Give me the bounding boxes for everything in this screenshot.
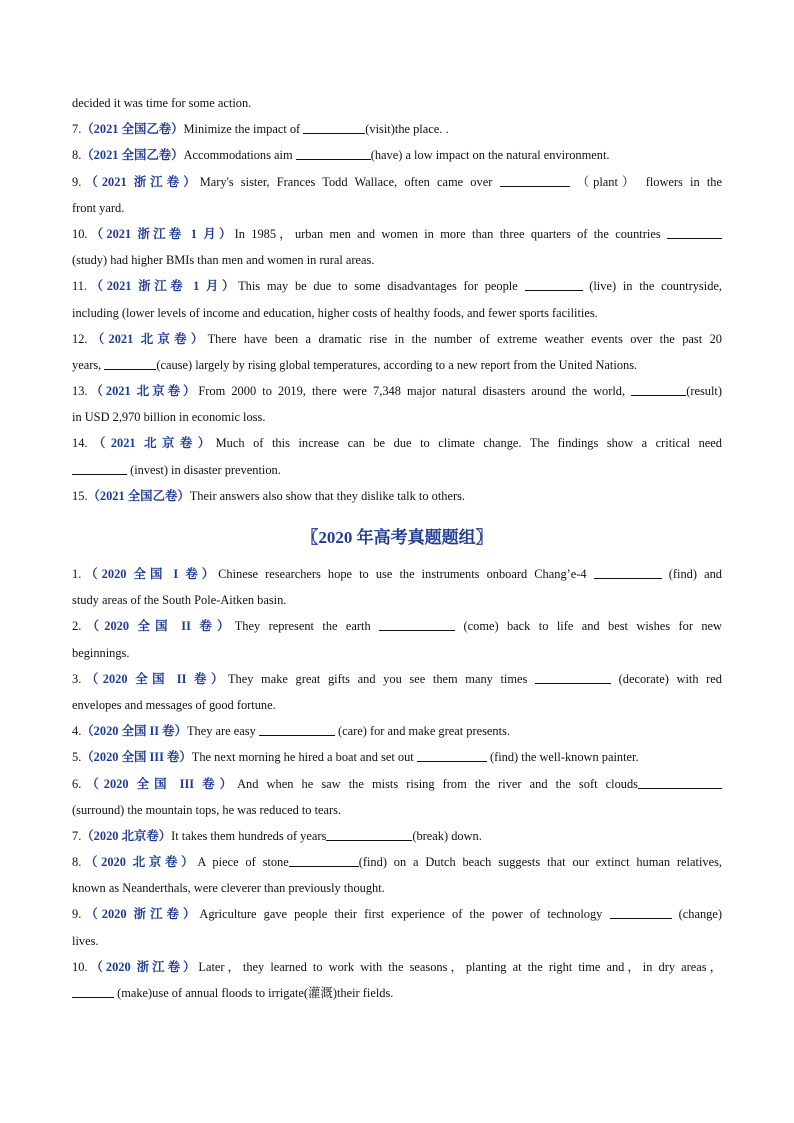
question-2020-10: 10.（2020 浙江卷）Later，they learned to work with the seasons，planting at the right time and，in dry areas， [72, 959, 722, 974]
document-page [72, 90, 722, 1006]
question-2021-12-cont: years, (cause) largely by rising global temperatures, according to a new report from the United Nations. [72, 357, 638, 372]
question-2020-9: 9.（2020 浙江卷）Agriculture gave people their first experience of the power of technology (change) [72, 907, 722, 922]
question-2020-6: 6.（2020 全国 III 卷）And when he saw the mists rising from the river and the soft clouds [72, 771, 722, 797]
answer-blank[interactable] [594, 566, 662, 579]
question-2021-9-cont: front yard. [72, 200, 125, 215]
answer-blank[interactable] [638, 776, 722, 789]
answer-blank[interactable] [259, 723, 335, 736]
question-2021-8: 8.（2021 全国乙卷）Accommodations aim (have) a low impact on the natural environment. [72, 148, 610, 163]
question-2021-11-cont: including (lower levels of income and education, higher costs of healthy foods, and fewer sports facilities. [72, 305, 598, 320]
answer-blank[interactable] [525, 278, 583, 291]
question-2021-10-cont: (study) had higher BMIs than men and women in rural areas. [72, 253, 375, 268]
question-2020-2-cont: beginnings. [72, 645, 130, 660]
question-2021-13-cont: in USD 2,970 billion in economic loss. [72, 410, 266, 425]
question-2020-7: 7.（2020 北京卷）It takes them hundreds of years (break) down. [72, 828, 482, 843]
question-2020-10-cont: (make)use of annual floods to irrigate(灌溉)their fields. [72, 980, 722, 1006]
answer-blank[interactable] [667, 226, 722, 239]
question-2021-11: 11.（2021 浙江卷 1 月）This may be due to some disadvantages for people (live) in the countryside, [72, 279, 722, 294]
q6-continuation: decided it was time for some action. [72, 96, 252, 110]
answer-blank[interactable] [417, 749, 487, 762]
question-2021-14: 14.（2021 北京卷）Much of this increase can be due to climate change. The findings show a critical need [72, 436, 722, 451]
answer-blank[interactable] [379, 618, 455, 631]
question-2020-3-cont: envelopes and messages of good fortune. [72, 697, 276, 712]
question-2020-8-cont: known as Neanderthals, were cleverer than previously thought. [72, 881, 385, 896]
question-2021-15: 15.（2021 全国乙卷）Their answers also show that they dislike talk to others. [72, 488, 466, 503]
question-2020-1-cont: study areas of the South Pole-Aitken basin. [72, 593, 287, 608]
question-2020-1: 1.（2020 全国 I 卷）Chinese researchers hope to use the instruments onboard Chang’e-4 (find) and [72, 567, 722, 581]
answer-blank[interactable] [296, 147, 371, 160]
answer-blank[interactable] [326, 828, 412, 841]
answer-blank[interactable] [72, 462, 127, 475]
answer-blank[interactable] [289, 854, 359, 867]
question-2020-2: 2.（2020 全国 II 卷）They represent the earth (come) back to life and best wishes for new [72, 619, 722, 634]
answer-blank[interactable] [500, 174, 570, 187]
question-2021-13: 13.（2021 北京卷）From 2000 to 2019, there were 7,348 major natural disasters around the world, (result) [72, 384, 722, 399]
question-2020-9-cont: lives. [72, 933, 99, 948]
question-2020-4: 4.（2020 全国 II 卷）They are easy (care) for and make great presents. [72, 724, 510, 739]
answer-blank[interactable] [104, 357, 156, 370]
answer-blank[interactable] [303, 121, 365, 134]
question-2021-14-cont: (invest) in disaster prevention. [72, 457, 722, 483]
question-2021-7: 7.（2021 全国乙卷）Minimize the impact of (visit)the place. . [72, 122, 449, 137]
answer-blank[interactable] [631, 383, 686, 396]
answer-blank[interactable] [535, 671, 611, 684]
section-title: 〖2020 年高考真题题组〗 [301, 528, 493, 547]
question-2021-10: 10.（2021 浙江卷 1 月）In 1985，urban men and women in more than three quarters of the countries [72, 221, 722, 247]
question-2020-5: 5.（2020 全国 III 卷）The next morning he hired a boat and set out (find) the well-known painter. [72, 750, 639, 765]
answer-blank[interactable] [72, 985, 114, 998]
question-2021-12: 12.（2021 北京卷）There have been a dramatic rise in the number of extreme weather events over the past 20 [72, 331, 722, 346]
question-2020-8: 8.（2020 北京卷）A piece of stone (find) on a Dutch beach suggests that our extinct human relatives, [72, 855, 722, 870]
question-2020-6-cont: (surround) the mountain tops, he was reduced to tears. [72, 802, 342, 817]
question-2020-3: 3.（2020 全国 II 卷）They make great gifts and you see them many times (decorate) with red [72, 671, 722, 686]
answer-blank[interactable] [610, 906, 672, 919]
question-2021-9: 9.（2021 浙江卷）Mary's sister, Frances Todd Wallace, often came over （plant） flowers in the [72, 174, 722, 189]
